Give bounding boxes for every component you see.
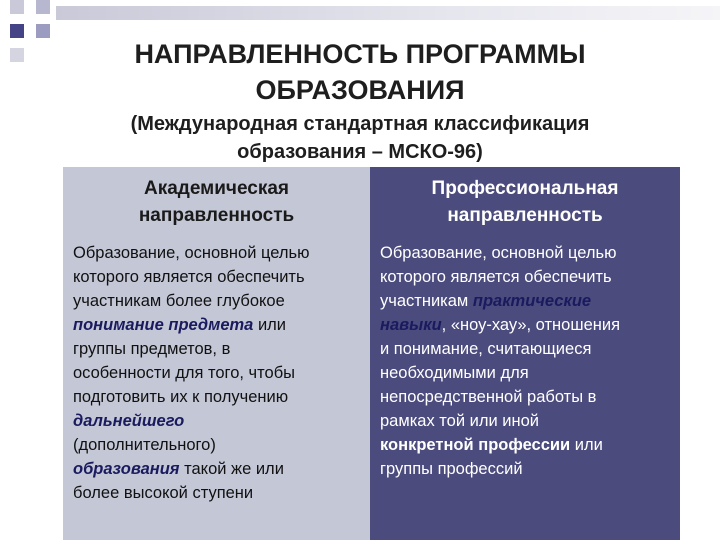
slide-subtitle — [40, 110, 680, 166]
subtitle-line: (Международная стандартная классификация — [130, 113, 590, 135]
text-line: и понимание, считающиеся — [380, 340, 592, 358]
slide-title — [60, 36, 660, 108]
emphasis-text: понимание предмета — [73, 316, 254, 334]
text-line: особенности для того, чтобы — [73, 364, 296, 382]
text-fragment: или — [253, 316, 287, 334]
text-line — [380, 313, 620, 337]
text-line — [380, 433, 620, 457]
heading-line: Профессиональная — [431, 178, 619, 199]
text-line: рамках той или иной — [380, 412, 540, 430]
text-fragment: или — [570, 436, 603, 454]
text-line: группы предметов, в — [73, 340, 231, 358]
text-line: подготовить их к получению — [73, 388, 289, 406]
professional-column — [370, 167, 680, 540]
emphasis-text: практические — [472, 292, 592, 310]
academic-heading — [63, 175, 370, 229]
decor-square — [36, 24, 50, 38]
strong-text: конкретной профессии — [380, 436, 571, 454]
text-line — [73, 409, 310, 433]
text-line: которого является обеспечить — [380, 268, 612, 286]
emphasis-text: образования — [73, 460, 180, 478]
text-line: Образование, основной целью — [380, 244, 617, 262]
emphasis-text: дальнейшего — [73, 412, 185, 430]
text-line — [73, 313, 310, 337]
text-line: непосредственной работы в — [380, 388, 597, 406]
text-line: более высокой ступени — [73, 484, 254, 502]
professional-description — [380, 241, 620, 481]
text-line: необходимыми для — [380, 364, 529, 382]
text-fragment: участникам — [380, 292, 473, 310]
text-line: участникам более глубокое — [73, 292, 285, 310]
header-bar — [56, 6, 720, 20]
academic-column — [63, 167, 370, 540]
heading-line: направленность — [138, 205, 295, 226]
text-line: группы профессий — [380, 460, 523, 478]
academic-description — [73, 241, 310, 505]
heading-line: Академическая — [144, 178, 289, 199]
title-line: НАПРАВЛЕННОСТЬ ПРОГРАММЫ — [134, 39, 586, 69]
subtitle-line: образования – МСКО-96) — [237, 141, 483, 163]
decor-square — [10, 48, 24, 62]
emphasis-text: навыки — [380, 316, 442, 334]
text-line: Образование, основной целью — [73, 244, 310, 262]
text-line: которого является обеспечить — [73, 268, 305, 286]
decor-square — [10, 0, 24, 14]
text-fragment: , «ноу-хау», отношения — [441, 316, 621, 334]
decor-square — [36, 0, 50, 14]
text-fragment: такой же или — [179, 460, 284, 478]
text-line — [380, 289, 620, 313]
professional-heading — [370, 175, 680, 229]
text-line: (дополнительного) — [73, 436, 216, 454]
text-line — [73, 457, 310, 481]
heading-line: направленность — [447, 205, 603, 226]
title-line: ОБРАЗОВАНИЯ — [255, 75, 465, 105]
decor-square — [10, 24, 24, 38]
